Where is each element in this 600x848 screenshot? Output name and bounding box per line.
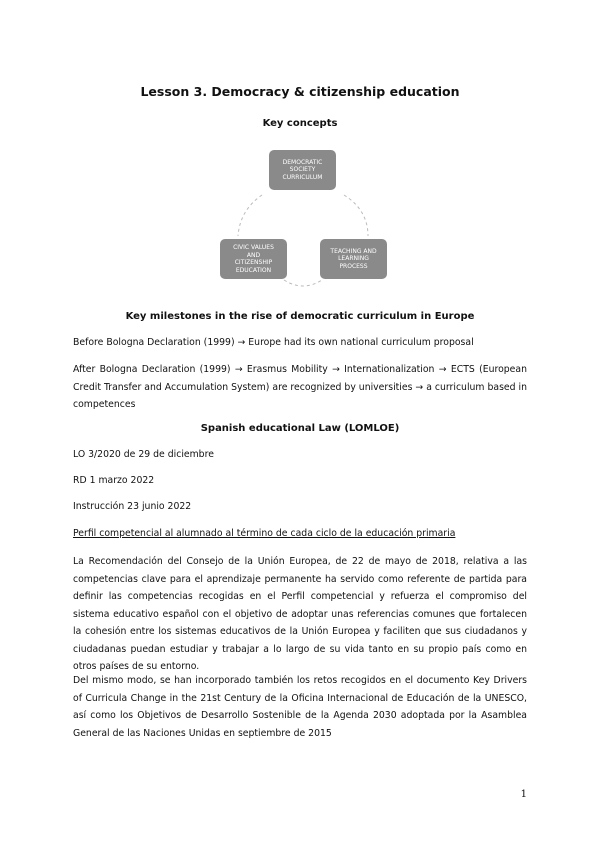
key-concepts-heading: Key concepts — [262, 118, 338, 129]
democratic-society-curriculum-box: DEMOCRATIC SOCIETY CURRICULUM — [269, 150, 336, 190]
paragraph-del-mismo-modo: Del mismo modo, se han incorporado también los retos recogidos en el documento Key Drivers of Curricula Change in the 21st Century de la Oficina Internacional de Educación de la UNESCO, así como los Objetivos de Desarrollo Sostenible de la Agenda 2030 adoptada por la Asamblea General de las Naciones Unidas en septiembre de 2015 — [73, 675, 527, 739]
arrow-left — [238, 195, 262, 236]
after-bologna-text: After Bologna Declaration (1999) → Erasmus Mobility → Internationalization → ECTS (European Credit Transfer and Accumulation System) are recognized by universities → a curriculum based in competences — [73, 364, 527, 410]
law-item-lo: LO 3/2020 de 29 de diciembre — [73, 449, 214, 460]
before-bologna-text: Before Bologna Declaration (1999) → Europe had its own national curriculum proposal — [73, 337, 474, 348]
milestones-heading: Key milestones in the rise of democratic curriculum in Europe — [125, 311, 475, 322]
lesson-title: Lesson 3. Democracy & citizenship education — [140, 84, 460, 99]
paragraph-recomendacion: La Recomendación del Consejo de la Unión Europea, de 22 de mayo de 2018, relativa a las competencias clave para el aprendizaje permanente ha servido como referente de partida para definir las competencias recogidas en el Perfil competencial y refuerza el compromiso del sistema educativo español con el objetivo de adoptar unas referencias comunes que fortalecen la cohesión entre los sistemas educativos de la Unión Europea y faciliten que sus ciudadanos y ciudadanas puedan estudiar y trabajar a lo largo de su vida tanto en su propio país como en otros países de su entorno. — [73, 556, 527, 672]
concept-cycle-diagram — [200, 140, 400, 292]
spanish-law-heading: Spanish educational Law (LOMLOE) — [200, 423, 400, 434]
civic-values-box: CIVIC VALUES AND CITIZENSHIP EDUCATION — [220, 239, 287, 279]
arrow-bottom — [284, 280, 322, 286]
law-item-rd: RD 1 marzo 2022 — [73, 475, 155, 486]
law-item-instruccion: Instrucción 23 junio 2022 — [73, 501, 192, 512]
arrow-right — [344, 195, 368, 236]
page-number: 1 — [520, 789, 527, 800]
perfil-heading: Perfil competencial al alumnado al término de cada ciclo de la educación primaria — [73, 528, 456, 539]
teaching-learning-box: TEACHING AND LEARNING PROCESS — [320, 239, 387, 279]
